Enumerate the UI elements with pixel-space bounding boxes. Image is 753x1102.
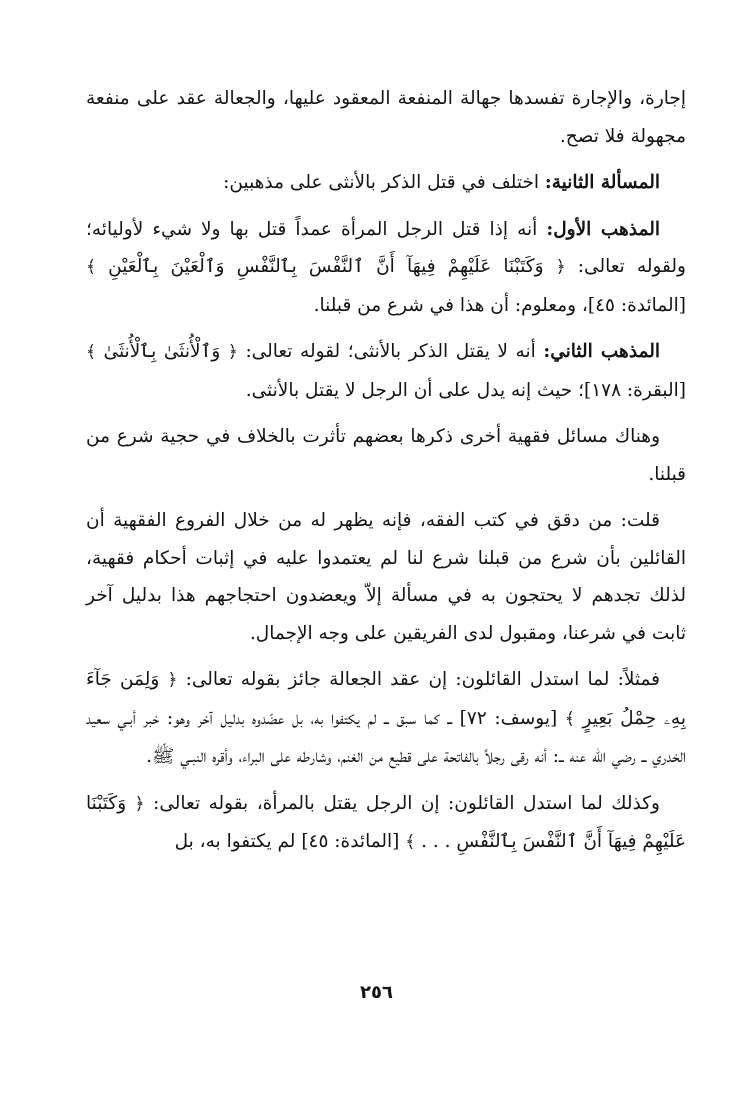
paragraph-likewise-ref: [المائدة: ٤٥] — [301, 831, 406, 852]
paragraph-other-issues — [86, 418, 686, 493]
verse-open-brace: ﴿ — [555, 257, 566, 277]
verse-open-brace: ﴿ — [167, 670, 178, 690]
school-one-label: المذهب الأول: — [546, 218, 660, 240]
school-one-text-a: أنه إذا قتل الرجل المرأة عمداً قتل بها ولا شيء لأوليائه؛ ولقوله تعالى: — [86, 218, 686, 277]
issue-two — [86, 164, 686, 202]
verse-close-brace: ﴾ — [405, 832, 416, 852]
school-one-verse: وَكَتَبْنَا عَلَيْهِمْ فِيهَآ أَنَّ ٱلنَّفْسَ بِٱلنَّفْسِ وَٱلْعَيْنَ بِٱلْعَيْنِ — [95, 256, 556, 277]
paragraph-ijara — [86, 80, 686, 155]
school-two-text-b: ؛ حيث إنه يدل على أن الرجل لا يقتل بالأنثى. — [245, 379, 585, 401]
paragraph-example-ref: [يوسف: ٧٢] — [459, 707, 565, 729]
school-two-label: المذهب الثاني: — [543, 341, 660, 362]
paragraph-example-verse: وَلِمَن جَآءَ بِهِۦ حِمْلُ بَعِيرٍ — [86, 669, 687, 729]
verse-close-brace: ﴾ — [564, 708, 575, 729]
paragraph-other-issues-text: وهناك مسائل فقهية أخرى ذكرها بعضهم تأثرت بالخلاف في حجية شرع من قبلنا. — [86, 426, 686, 485]
school-two-verse: وَٱلْأُنثَىٰ بِٱلْأُنثَىٰ — [95, 341, 228, 362]
paragraph-likewise-text-b: لم يكتفوا به، بل — [174, 831, 302, 852]
school-one — [86, 211, 686, 325]
verse-close-brace: ﴾ — [86, 257, 96, 277]
verse-open-brace: ﴿ — [227, 342, 238, 362]
paragraph-example-text-b: ــ كما سبق ــ لم يكتفوا به، بل عضّدوه بدليل آخر وهو: خبر أبـي سعيد الخدري ــ رضي الله عنه ــ: أنه رقى رجلاً بالفاتحة على قطيع من الغنم، وشارطه على البراء، وأقره النبـي ﷺ. — [86, 707, 686, 767]
paragraph-qult-text: قلت: من دقق في كتب الفقه، فإنه يظهر له من خلال الفروع الفقهية أن القائلين بأن شرع من قبلنا شرع لنا لم يعتمدوا عليه في إثبات أحكام فقهية، لذلك تجدهم لا يحتجون به في مسألة إلاّ ويعضدون احتجاجهم هذا بدليل آخر ثابت في شرعنا، ومقبول لدى الفريقين على وجه الإجمال. — [86, 510, 686, 644]
paragraph-likewise-text-a: وكذلك لما استدل القائلون: إن الرجل يقتل بالمرأة، بقوله تعالى: — [144, 792, 660, 814]
school-two — [86, 333, 686, 409]
paragraph-likewise-verse: وَكَتَبْنَا عَلَيْهِمْ فِيهَآ أَنَّ ٱلنَّفْسَ بِٱلنَّفْسِ . . . — [86, 792, 686, 852]
paragraph-example-text-a: فمثلاً: لما استدل القائلون: إن عقد الجعالة جائز بقوله تعالى: — [177, 669, 660, 690]
paragraph-likewise — [86, 785, 686, 862]
issue-two-text: اختلف في قتل الذكر بالأنثى على مذهبين: — [223, 172, 545, 193]
paragraph-ijara-text: إجارة، والإجارة تفسدها جهالة المنفعة المعقود عليها، والجعالة عقد على منفعة مجهولة فلا تصح. — [86, 88, 686, 147]
page-number: ٢٥٦ — [360, 982, 393, 1003]
school-two-ref: [البقرة: ١٧٨] — [584, 379, 686, 401]
verse-open-brace: ﴿ — [134, 793, 145, 814]
school-one-text-b: ، ومعلوم: أن هذا في شرع من قبلنا. — [313, 294, 588, 316]
paragraph-example — [86, 661, 686, 776]
school-one-ref: [المائدة: ٤٥] — [587, 294, 686, 316]
school-two-text-a: أنه لا يقتل الذكر بالأنثى؛ لقوله تعالى: — [237, 341, 544, 362]
issue-two-label: المسألة الثانية: — [544, 172, 660, 193]
paragraph-qult — [86, 502, 686, 652]
verse-close-brace: ﴾ — [86, 342, 96, 362]
page-body — [86, 80, 686, 871]
